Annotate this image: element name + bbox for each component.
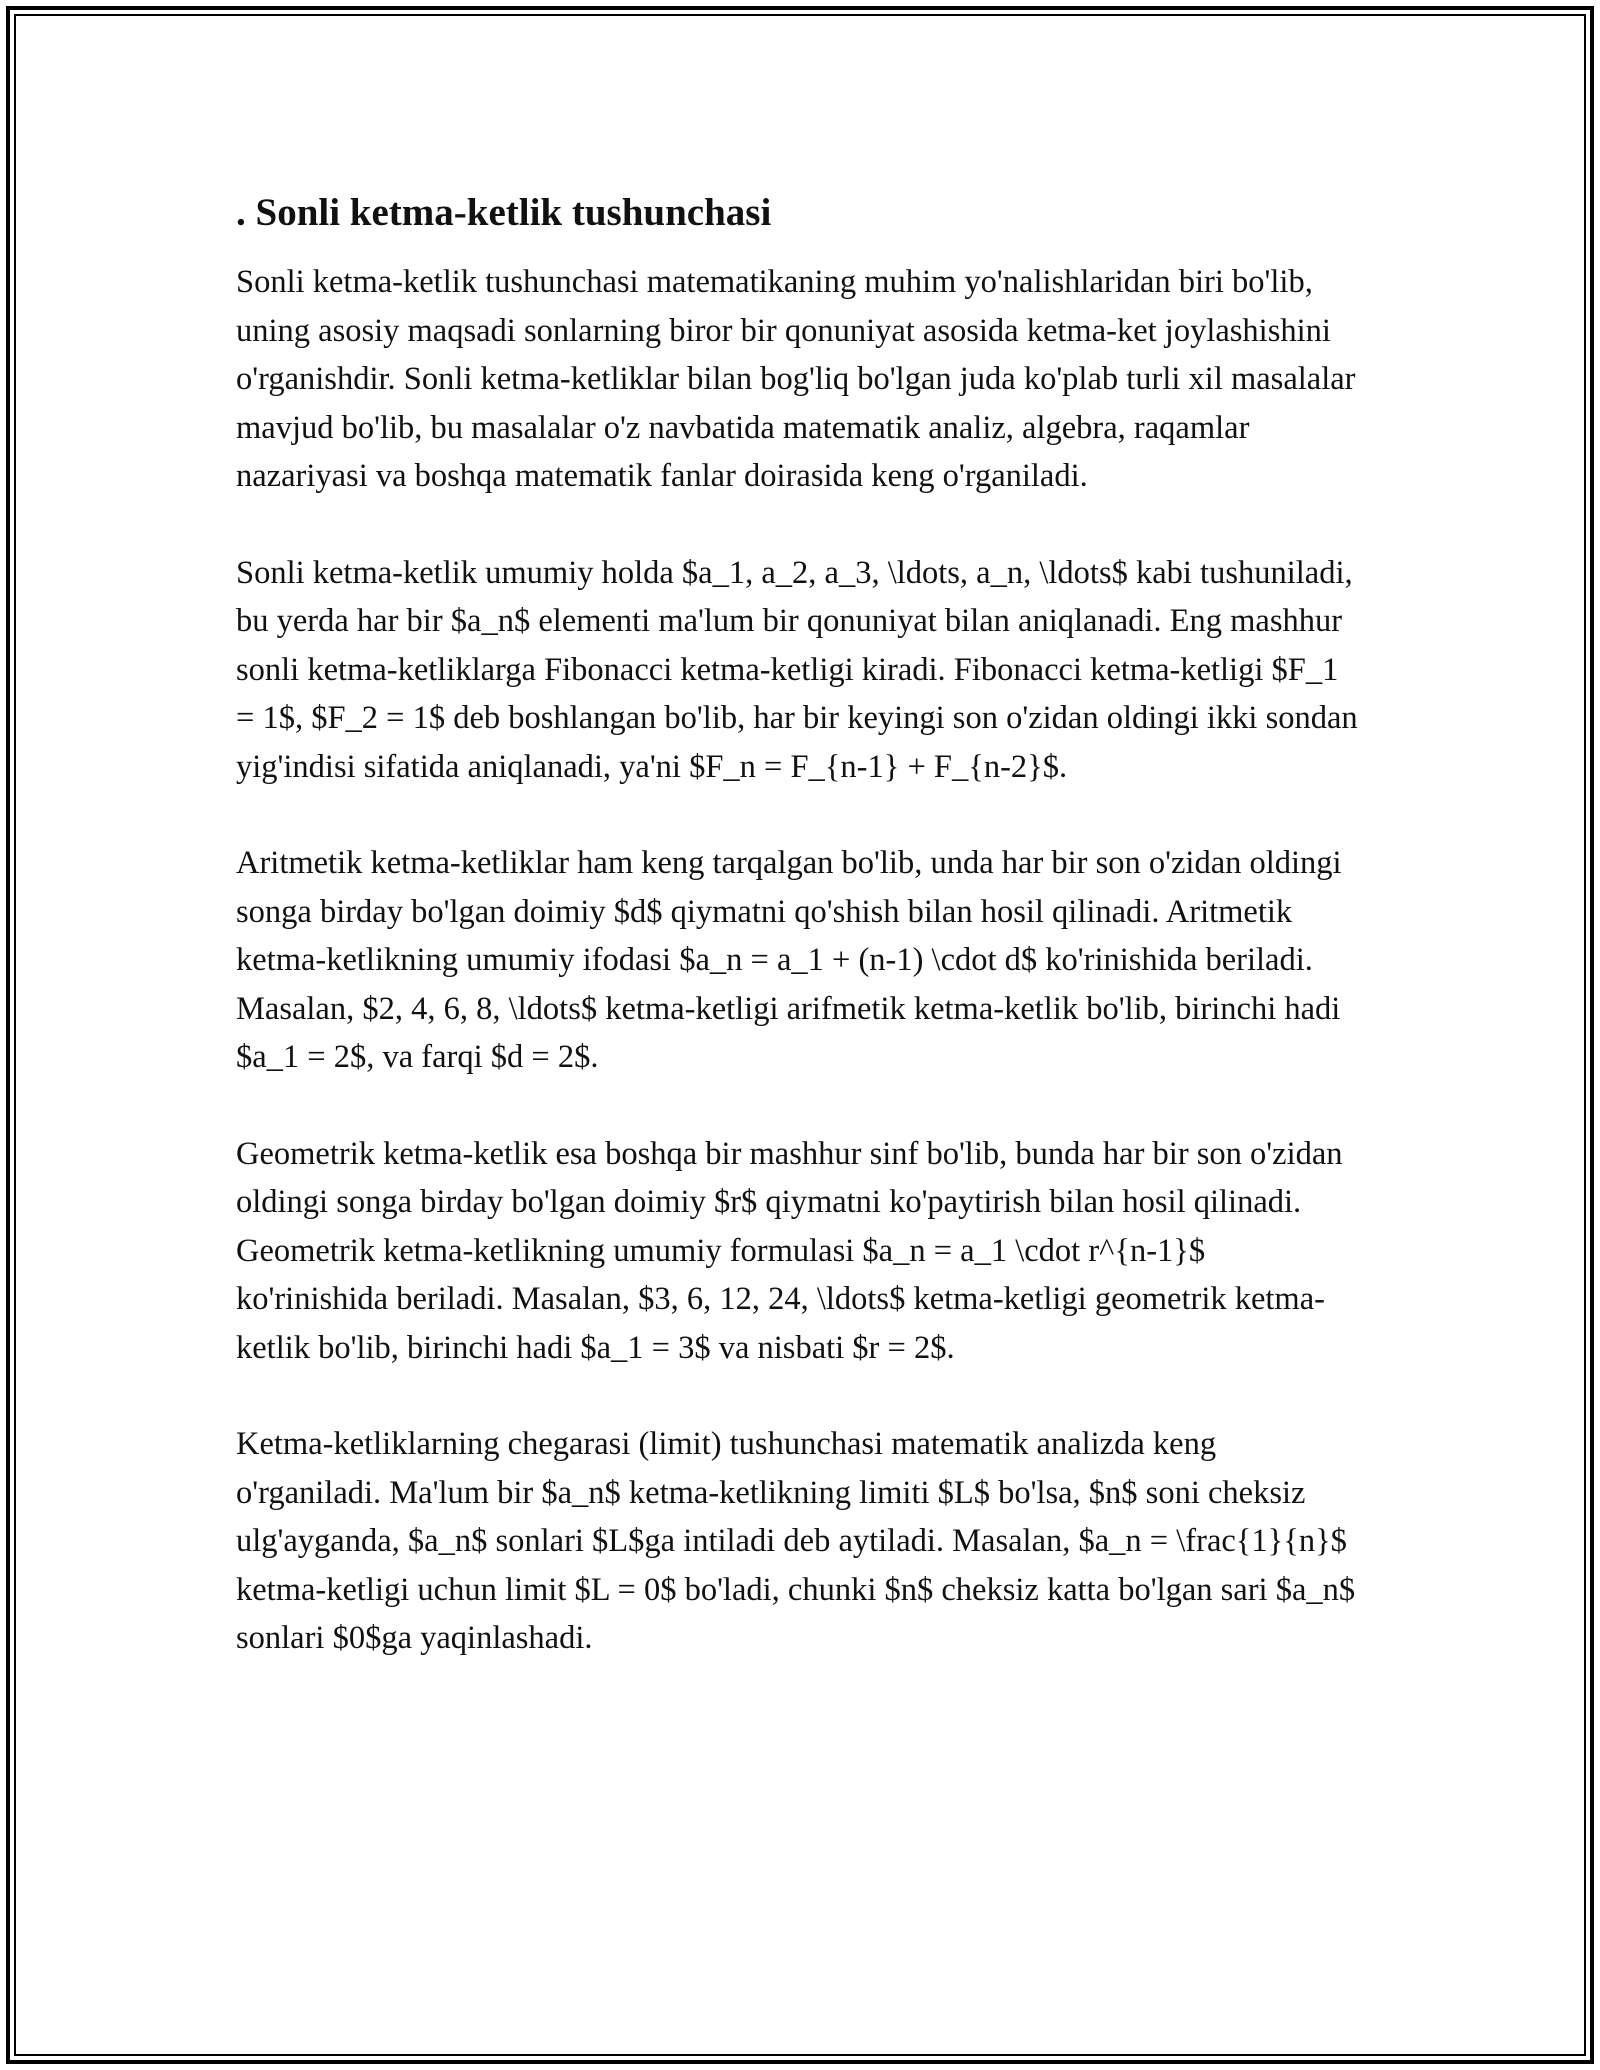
paragraph-introduction: Sonli ketma-ketlik tushunchasi matematikaning muhim yo'nalishlaridan biri bo'lib, uning asosiy maqsadi sonlarning biror bir qonuniyat asosida ketma-ket joylashishini o'rganishdir. Sonli ketma-ketliklar bilan bog'liq bo'lgan juda ko'plab turli xil masalalar mavjud bo'lib, bu masalalar o'z navbatida matematik analiz, algebra, raqamlar nazariyasi va boshqa matematik fanlar doirasida keng o'rganiladi. — [236, 264, 1356, 494]
paragraph-limit: Ketma-ketliklarning chegarasi (limit) tushunchasi matematik analizda keng o'rganiladi. Ma'lum bir $a_n$ ketma-ketlikning limiti $L$ bo'lsa, $n$ soni cheksiz ulg'ayganda, $a_n$ sonlari $L$ga intiladi deb aytiladi. Masalan, $a_n = \frac{1}{n}$ ketma-ketligi uchun limit $L = 0$ bo'ladi, chunki $n$ cheksiz katta bo'lgan sari $a_n$ sonlari $0$ga yaqinlashadi. — [236, 1426, 1356, 1656]
document-body — [236, 186, 1364, 1663]
paragraph-geometric-sequence: Geometrik ketma-ketlik esa boshqa bir mashhur sinf bo'lib, bunda har bir son o'zidan oldingi songa birday bo'lgan doimiy $r$ qiymatni ko'paytirish bilan hosil qilinadi. Geometrik ketma-ketlikning umumiy formulasi $a_n = a_1 \cdot r^{n-1}$ ko'rinishida beriladi. Masalan, $3, 6, 12, 24, \ldots$ ketma-ketligi geometrik ketma-ketlik bo'lib, birinchi hadi $a_1 = 3$ va nisbati $r = 2$. — [236, 1135, 1343, 1366]
paragraph-fibonacci: Sonli ketma-ketlik umumiy holda $a_1, a_2, a_3, \ldots, a_n, \ldots$ kabi tushuniladi, bu yerda har bir $a_n$ elementi ma'lum bir qonuniyat bilan aniqlanadi. Eng mashhur sonli ketma-ketliklarga Fibonacci ketma-ketligi kiradi. Fibonacci ketma-ketligi $F_1 = 1$, $F_2 = 1$ deb boshlangan bo'lib, har bir keyingi son o'zidan oldingi ikki sondan yig'indisi sifatida aniqlanadi, ya'ni $F_n = F_{n-1} + F_{n-2}$. — [236, 554, 1358, 785]
paragraph-arithmetic-sequence: Aritmetik ketma-ketliklar ham keng tarqalgan bo'lib, unda har bir son o'zidan oldingi songa birday bo'lgan doimiy $d$ qiymatni qo'shish bilan hosil qilinadi. Aritmetik ketma-ketlikning umumiy ifodasi $a_n = a_1 + (n-1) \cdot d$ ko'rinishida beriladi. Masalan, $2, 4, 6, 8, \ldots$ ketma-ketligi arifmetik ketma-ketlik bo'lib, birinchi hadi $a_1 = 2$, va farqi $d = 2$. — [236, 845, 1342, 1075]
document-title: . Sonli ketma-ketlik tushunchasi — [236, 191, 772, 234]
